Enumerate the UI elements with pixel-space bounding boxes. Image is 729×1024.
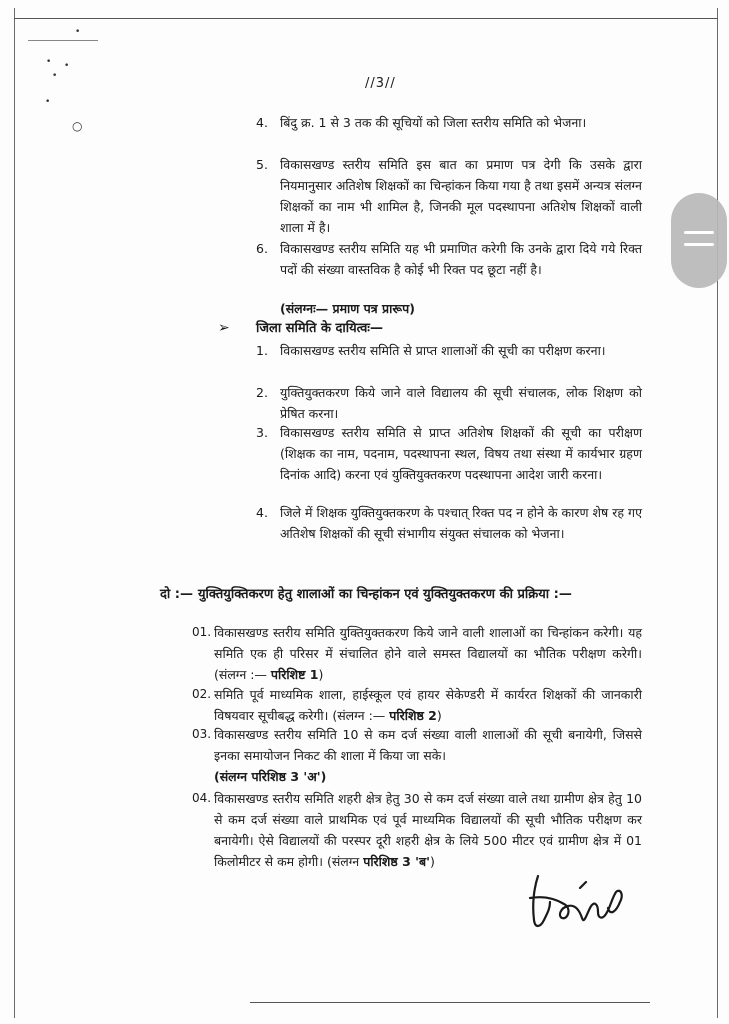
list-item-number: 3. bbox=[256, 425, 268, 440]
list-item-text: विकासखण्ड स्तरीय समिति यह भी प्रमाणित करेगी कि उनके द्वारा दिये गये रिक्त पदों की संख्या वास्तविक है कोई भी रिक्त पद छूटा नहीं है। bbox=[280, 241, 642, 277]
scan-mark bbox=[28, 40, 98, 41]
scan-speck: • bbox=[52, 71, 58, 81]
list-item-number: 6. bbox=[256, 241, 268, 256]
handle-grip-line bbox=[684, 243, 714, 246]
list-item-number: 1. bbox=[256, 343, 268, 358]
list-item-number: 4. bbox=[256, 505, 268, 520]
scan-speck: ○ bbox=[72, 119, 83, 133]
handle-grip-line bbox=[684, 231, 714, 234]
list-item-text: विकासखण्ड स्तरीय समिति इस बात का प्रमाण पत्र देगी कि उसके द्वारा नियमानुसार अतिशेष शिक्षकों का चिन्हांकन किया गया है तथा इसमें अन्यत्र संलग्न शिक्षकों का नाम भी शामिल है, जिनकी मूल पदस्थापना अतिशेष शिक्षकों वाली शाला में है। bbox=[280, 157, 642, 235]
list-item-text: जिले में शिक्षक युक्तियुक्तकरण के पश्चात् रिक्त पद न होने के कारण शेष रह गए अतिशेष शिक्षकों की सूची संभागीय संयुक्त संचालक को भेजना। bbox=[280, 505, 642, 541]
annex-note: (संलग्नः— प्रमाण पत्र प्रारूप) bbox=[280, 301, 415, 316]
list-item-text: विकासखण्ड स्तरीय समिति से प्राप्त शालाओं की सूची का परीक्षण करना। bbox=[280, 343, 606, 358]
annex-note: (संलग्न परिशिष्ठ 3 'अ') bbox=[214, 769, 327, 784]
list-item-number: 03. bbox=[192, 727, 212, 741]
list-item-number: 01. bbox=[192, 625, 212, 639]
list-item-text: समिति पूर्व माध्यमिक शाला, हाईस्कूल एवं हायर सेकेण्डरी में कार्यरत शिक्षकों की जानकारी विषयवार सूचीबद्ध करेगी। (संलग्न :— परिशिष्ठ 2) bbox=[214, 687, 642, 723]
list-item-number: 04. bbox=[192, 791, 212, 805]
section-heading: जिला समिति के दायित्वः— bbox=[256, 321, 383, 336]
scan-speck: • bbox=[75, 27, 81, 37]
list-item-text: विकासखण्ड स्तरीय समिति 10 से कम दर्ज संख्या वाली शालाओं की सूची बनायेगी, जिससे इनका समायोजन निकट की शाला में किया जा सके। bbox=[214, 727, 642, 763]
page-border-left bbox=[14, 8, 15, 1018]
list-item-text: विकासखण्ड स्तरीय समिति शहरी क्षेत्र हेतु 30 से कम दर्ज संख्या वाले तथा ग्रामीण क्षेत्र हेतु 10 से कम दर्ज संख्या वाले प्राथमिक एवं पूर्व माध्यमिक विद्यालयों की सूची भौतिक परीक्षण कर बनायेगी। ऐसे विद्यालयों की परस्पर दूरी शहरी क्षेत्र के लिये 500 मीटर एवं ग्रामीण क्षेत्र में 01 किलोमीटर से कम होगी। (संलग्न परिशिष्ठ 3 'ब') bbox=[214, 791, 642, 869]
page-border-top bbox=[14, 18, 718, 19]
list-item-number: 02. bbox=[192, 687, 212, 701]
list-item-text: बिंदु क्र. 1 से 3 तक की सूचियों को जिला स्तरीय समिति को भेजना। bbox=[280, 115, 587, 130]
list-item-number: 4. bbox=[256, 115, 268, 130]
page-border-bottom bbox=[250, 1002, 650, 1003]
list-item-number: 5. bbox=[256, 157, 268, 172]
page-number: //3// bbox=[365, 76, 396, 91]
scan-speck: • bbox=[64, 61, 70, 71]
page-border-right bbox=[717, 8, 718, 1018]
section-heading: युक्तियुक्तिकरण हेतु शालाओं का चिन्हांकन एवं युक्तियुक्तकरण की प्रक्रिया :— bbox=[198, 587, 572, 602]
scan-speck: • bbox=[45, 97, 51, 107]
bullet-arrow-icon: ➢ bbox=[218, 320, 230, 336]
section-prefix: दो :— bbox=[160, 587, 193, 602]
list-item-text: युक्तियुक्तकरण किये जाने वाले विद्यालय की सूची संचालक, लोक शिक्षण को प्रेषित करना। bbox=[280, 385, 642, 421]
list-item-text: विकासखण्ड स्तरीय समिति युक्तियुक्तकरण किये जाने वाली शालाओं का चिन्हांकन करेगी। यह समिति एक ही परिसर में संचालित होने वाले समस्त विद्यालयों का भौतिक परीक्षण करेगी। (संलग्न :— परिशिष्ट 1) bbox=[214, 625, 642, 682]
scan-speck: • bbox=[46, 57, 52, 67]
scroll-handle[interactable] bbox=[671, 193, 727, 288]
handwritten-signature bbox=[520, 868, 630, 938]
list-item-text: विकासखण्ड स्तरीय समिति से प्राप्त अतिशेष शिक्षकों की सूची का परीक्षण (शिक्षक का नाम, पदनाम, पदस्थापना स्थल, विषय तथा संस्था में कार्यभार ग्रहण दिनांक आदि) करना एवं युक्तियुक्तकरण पदस्थापना आदेश जारी करना। bbox=[280, 425, 642, 482]
list-item-number: 2. bbox=[256, 385, 268, 400]
